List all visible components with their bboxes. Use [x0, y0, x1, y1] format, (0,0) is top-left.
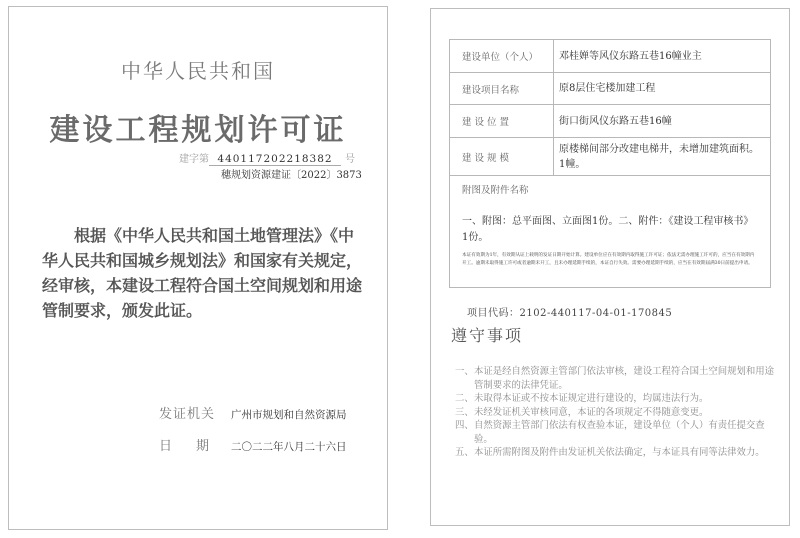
row-value: 邓桂婵等风仪东路五巷16幢业主 — [554, 40, 771, 73]
row-label: 建 设 位 置 — [450, 105, 554, 138]
annex-note: 本证有效期为1年，有效期从证上载明的发证日期开始计算。建设单位应在有效期内取得施工许可证；依法无需办理施工许可的，应当在有效期内开工。逾期未取得施工许可或者逾期未开工，且未办理延期手续的，本证自行失效。需要办理延期手续的，应当在有效期届满30日前提出申请。 — [462, 253, 755, 266]
country-heading: 中华人民共和国 — [121, 59, 275, 83]
row-value: 原楼梯间部分改建电梯井，未增加建筑面积。1幢。 — [554, 138, 771, 176]
annex-label: 附图及附件名称 — [462, 185, 529, 196]
project-number: 项目代码：2102-440117-04-01-170845 — [467, 308, 673, 319]
list-item — [455, 365, 777, 392]
list-item — [455, 419, 777, 446]
row-label: 建 设 规 模 — [450, 138, 554, 176]
rule-text: 本证所需附图及附件由发证机关依法确定，与本证具有同等法律效力。 — [474, 447, 765, 458]
row-value: 街口街风仪东路五巷16幢 — [554, 105, 771, 138]
reference-number: 穗规划资源建证〔2022〕3873 — [221, 170, 362, 181]
table-row — [450, 176, 771, 288]
list-item — [455, 446, 777, 460]
table-row — [450, 40, 771, 73]
rule-text: 未经发证机关审核同意，本证的各项规定不得随意变更。 — [474, 406, 709, 418]
permit-title: 建设工程规划许可证 — [49, 113, 347, 148]
rules-list — [455, 365, 777, 460]
date-value: 二〇二二年八月二十六日 — [231, 441, 347, 453]
rule-text: 本证是经自然资源主管部门依法审核，建设工程符合国土空间规划和用途管制要求的法律凭证。 — [474, 366, 775, 391]
rule-number: 五、 — [455, 447, 474, 458]
row-label: 建设项目名称 — [450, 73, 554, 105]
certificate-number: 440117202218382 — [209, 153, 341, 166]
table-row — [450, 105, 771, 138]
permit-statement: 根据《中华人民共和国土地管理法》《中华人民共和国城乡规划法》和国家有关规定，经审核，本建设工程符合国土空间规划和用途管制要求，颁发此证。 — [42, 226, 363, 320]
rule-text: 未取得本证或不按本证规定进行建设的，均属违法行为。 — [474, 393, 709, 404]
table-row — [450, 73, 771, 105]
permit-front-page — [8, 6, 388, 530]
date-row — [159, 435, 347, 454]
rule-number: 三、 — [455, 406, 474, 418]
certificate-number-prefix: 建字第 — [179, 154, 209, 165]
issuer-value: 广州市规划和自然资源局 — [231, 409, 347, 421]
permit-back-page — [430, 8, 790, 526]
list-item — [455, 392, 777, 406]
rule-number: 四、 — [455, 420, 474, 431]
certificate-number-row — [179, 150, 355, 166]
issuer-row — [159, 403, 347, 422]
rule-number: 二、 — [455, 393, 474, 404]
table-row — [450, 138, 771, 176]
permit-info-table — [449, 39, 771, 288]
rule-text: 自然资源主管部门依法有权查验本证，建设单位（个人）有责任提交查验。 — [474, 420, 765, 445]
date-label: 日期 — [159, 439, 234, 454]
certificate-number-suffix: 号 — [345, 154, 355, 165]
annex-text: 一、附图：总平面图、立面图1份。二、附件：《建设工程审核书》1份。 — [462, 216, 754, 243]
rules-title: 遵守事项 — [451, 326, 524, 345]
issuer-label: 发证机关 — [159, 407, 216, 422]
annex-cell — [450, 176, 771, 288]
row-value: 原8层住宅楼加建工程 — [554, 73, 771, 105]
rule-number: 一、 — [455, 366, 474, 377]
row-label: 建设单位（个人） — [450, 40, 554, 73]
list-item — [455, 406, 777, 420]
